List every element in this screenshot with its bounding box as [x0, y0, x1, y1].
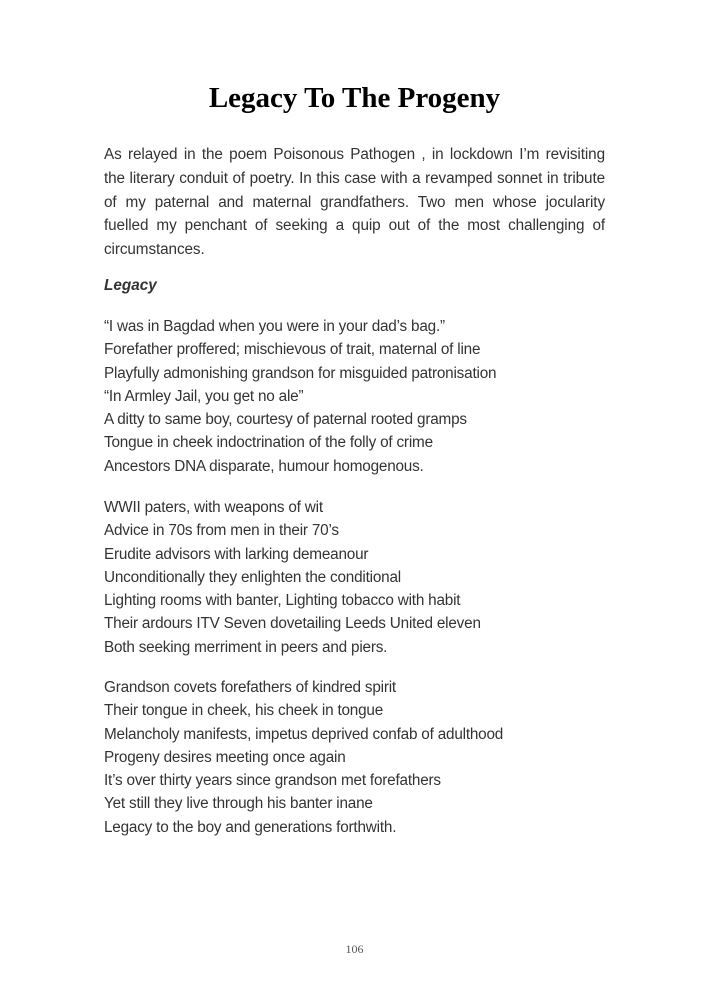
- intro-paragraph: As relayed in the poem Poisonous Pathogen , in lockdown I’m revisiting the literary conduit of poetry. In this case with a revamped sonnet in tribute of my paternal and maternal grandfathers. Two men whose jocularity fuelled my penchant of seeking a quip out of the most challenging of circumstances.: [104, 146, 605, 259]
- poem-line: Advice in 70s from men in their 70’s: [104, 522, 339, 540]
- page-title: Legacy To The Progeny: [208, 82, 501, 114]
- poem-line: Playfully admonishing grandson for misguided patronisation: [104, 364, 497, 382]
- poem-line: Grandson covets forefathers of kindred spirit: [104, 679, 396, 696]
- poem-line: Melancholy manifests, impetus deprived confab of adulthood: [104, 725, 504, 743]
- poem-line: Yet still they live through his banter inane: [104, 795, 373, 813]
- stanza-2: [104, 496, 481, 659]
- poem-line: It’s over thirty years since grandson met forefathers: [104, 772, 441, 790]
- poem-line: WWII paters, with weapons of wit: [104, 499, 323, 516]
- poem-line: Forefather proffered; mischievous of trait, maternal of line: [104, 341, 481, 359]
- poem-line: Legacy to the boy and generations forthwith.: [104, 818, 397, 836]
- poem-line: Ancestors DNA disparate, humour homogenous.: [104, 457, 424, 475]
- poem-line: Their tongue in cheek, his cheek in tongue: [104, 702, 384, 720]
- poem-line: Erudite advisors with larking demeanour: [104, 545, 369, 563]
- poem-title: Legacy: [104, 277, 157, 294]
- poem-line: “In Armley Jail, you get no ale”: [104, 387, 304, 405]
- page-number: 106: [345, 942, 364, 956]
- poem-line: Progeny desires meeting once again: [104, 748, 346, 766]
- poem-line: Both seeking merriment in peers and piers.: [104, 638, 388, 656]
- poem-line: Their ardours ITV Seven dovetailing Leeds United eleven: [104, 615, 481, 633]
- poem-line: “I was in Bagdad when you were in your dad’s bag.”: [104, 318, 445, 335]
- stanza-3: [104, 676, 503, 839]
- poem-line: Lighting rooms with banter, Lighting tobacco with habit: [104, 592, 461, 610]
- poem-line: Unconditionally they enlighten the conditional: [104, 568, 401, 586]
- poem-line: A ditty to same boy, courtesy of paternal rooted gramps: [104, 411, 467, 429]
- poem-line: Tongue in cheek indoctrination of the folly of crime: [104, 434, 433, 452]
- stanza-1: [104, 315, 496, 478]
